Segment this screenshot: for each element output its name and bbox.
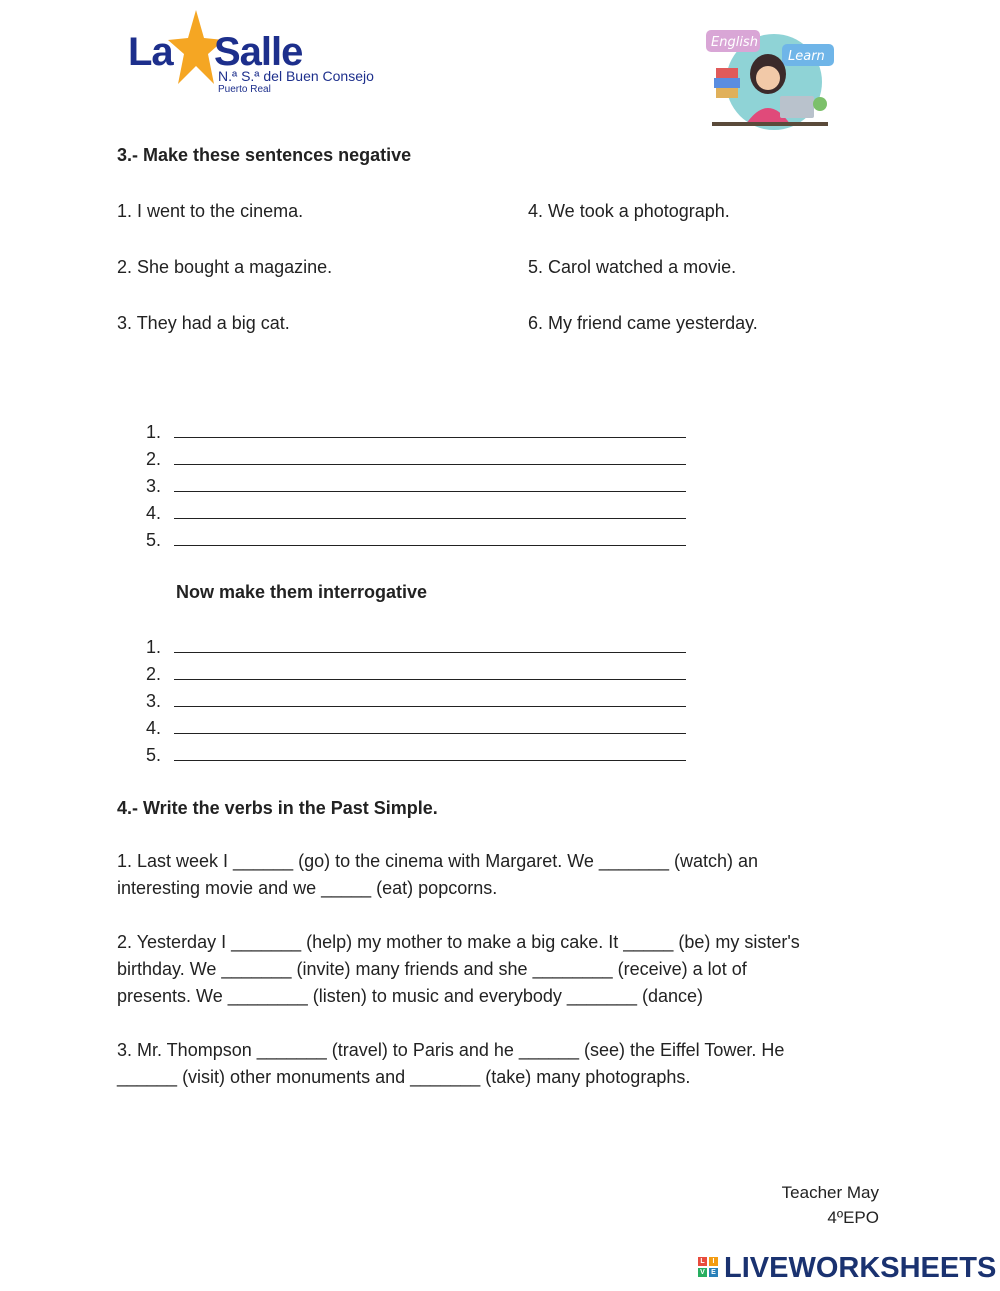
answer-number: 5.: [146, 745, 162, 765]
interrogative-answer-4: [146, 715, 686, 742]
paragraph2-line2: birthday. We _______ (invite) many friends and she ________ (receive) a lot of: [117, 959, 747, 979]
paragraph1-line1: 1. Last week I ______ (go) to the cinema with Margaret. We _______ (watch) an: [117, 851, 759, 871]
answer-blank[interactable]: [174, 742, 686, 761]
negative-answer-4: [146, 500, 686, 527]
sentence-5: 5. Carol watched a movie.: [528, 257, 737, 277]
liveworksheets-brand-text: LIVEWORKSHEETS: [724, 1252, 997, 1284]
answer-number: 1.: [146, 422, 162, 442]
sentence-3: 3. They had a big cat.: [117, 313, 290, 333]
grade-label: 4ºEPO: [827, 1208, 879, 1227]
brand-letter-v: V: [698, 1268, 707, 1277]
learn-tag-text: Learn: [788, 49, 825, 64]
answer-blank[interactable]: [174, 473, 686, 492]
liveworksheets-logo: [698, 1254, 722, 1286]
sentence-1: 1. I went to the cinema.: [117, 201, 304, 221]
answer-number: 4.: [146, 718, 162, 738]
brand-letter-l: L: [698, 1257, 707, 1266]
answer-number: 4.: [146, 503, 162, 523]
paragraph3-line1: 3. Mr. Thompson _______ (travel) to Paris and he ______ (see) the Eiffel Tower. He: [117, 1040, 785, 1060]
interrogative-answer-5: [146, 742, 686, 769]
answer-number: 5.: [146, 530, 162, 550]
negative-answer-5: [146, 527, 686, 554]
answer-blank[interactable]: [174, 500, 686, 519]
exercise4-title: 4.- Write the verbs in the Past Simple.: [117, 798, 438, 818]
paragraph3-line2: ______ (visit) other monuments and _______ (take) many photographs.: [117, 1067, 691, 1087]
brand-letter-e: E: [709, 1268, 718, 1277]
answer-number: 2.: [146, 449, 162, 469]
paragraph2-line1: 2. Yesterday I _______ (help) my mother to make a big cake. It _____ (be) my sister's: [117, 932, 800, 952]
answer-blank[interactable]: [174, 715, 686, 734]
school-logo: [128, 8, 388, 98]
answer-blank[interactable]: [174, 527, 686, 546]
answer-blank[interactable]: [174, 688, 686, 707]
answer-number: 2.: [146, 664, 162, 684]
logo-subtitle: N.ª S.ª del Buen Consejo: [218, 68, 374, 84]
paragraph2-line3: presents. We ________ (listen) to music and everybody _______ (dance): [117, 986, 704, 1006]
negative-answer-1: [146, 419, 686, 446]
logo-location: Puerto Real: [218, 84, 271, 95]
answer-blank[interactable]: [174, 419, 686, 438]
answer-blank[interactable]: [174, 661, 686, 680]
english-tag-text: English: [711, 35, 758, 50]
interrogative-answer-2: [146, 661, 686, 688]
teacher-name: Teacher May: [781, 1183, 879, 1202]
teacher-illustration-icon: [702, 26, 836, 136]
interrogative-answer-3: [146, 688, 686, 715]
interrogative-answer-1: [146, 634, 686, 661]
brand-letter-i: I: [709, 1257, 718, 1266]
answer-number: 3.: [146, 691, 162, 711]
sentence-4: 4. We took a photograph.: [528, 201, 730, 221]
teacher-illustration: [702, 26, 836, 136]
negative-answer-3: [146, 473, 686, 500]
answer-blank[interactable]: [174, 446, 686, 465]
negative-answer-2: [146, 446, 686, 473]
answer-blank[interactable]: [174, 634, 686, 653]
exercise3-title: 3.- Make these sentences negative: [117, 145, 412, 165]
answer-number: 1.: [146, 637, 162, 657]
sentence-2: 2. She bought a magazine.: [117, 257, 333, 277]
sentence-6: 6. My friend came yesterday.: [528, 313, 758, 333]
logo-la-text: La: [128, 30, 173, 74]
answer-number: 3.: [146, 476, 162, 496]
logo-salle-text: Salle: [214, 30, 303, 74]
interrogative-title: Now make them interrogative: [176, 582, 428, 602]
paragraph1-line2: interesting movie and we _____ (eat) popcorns.: [117, 878, 498, 898]
